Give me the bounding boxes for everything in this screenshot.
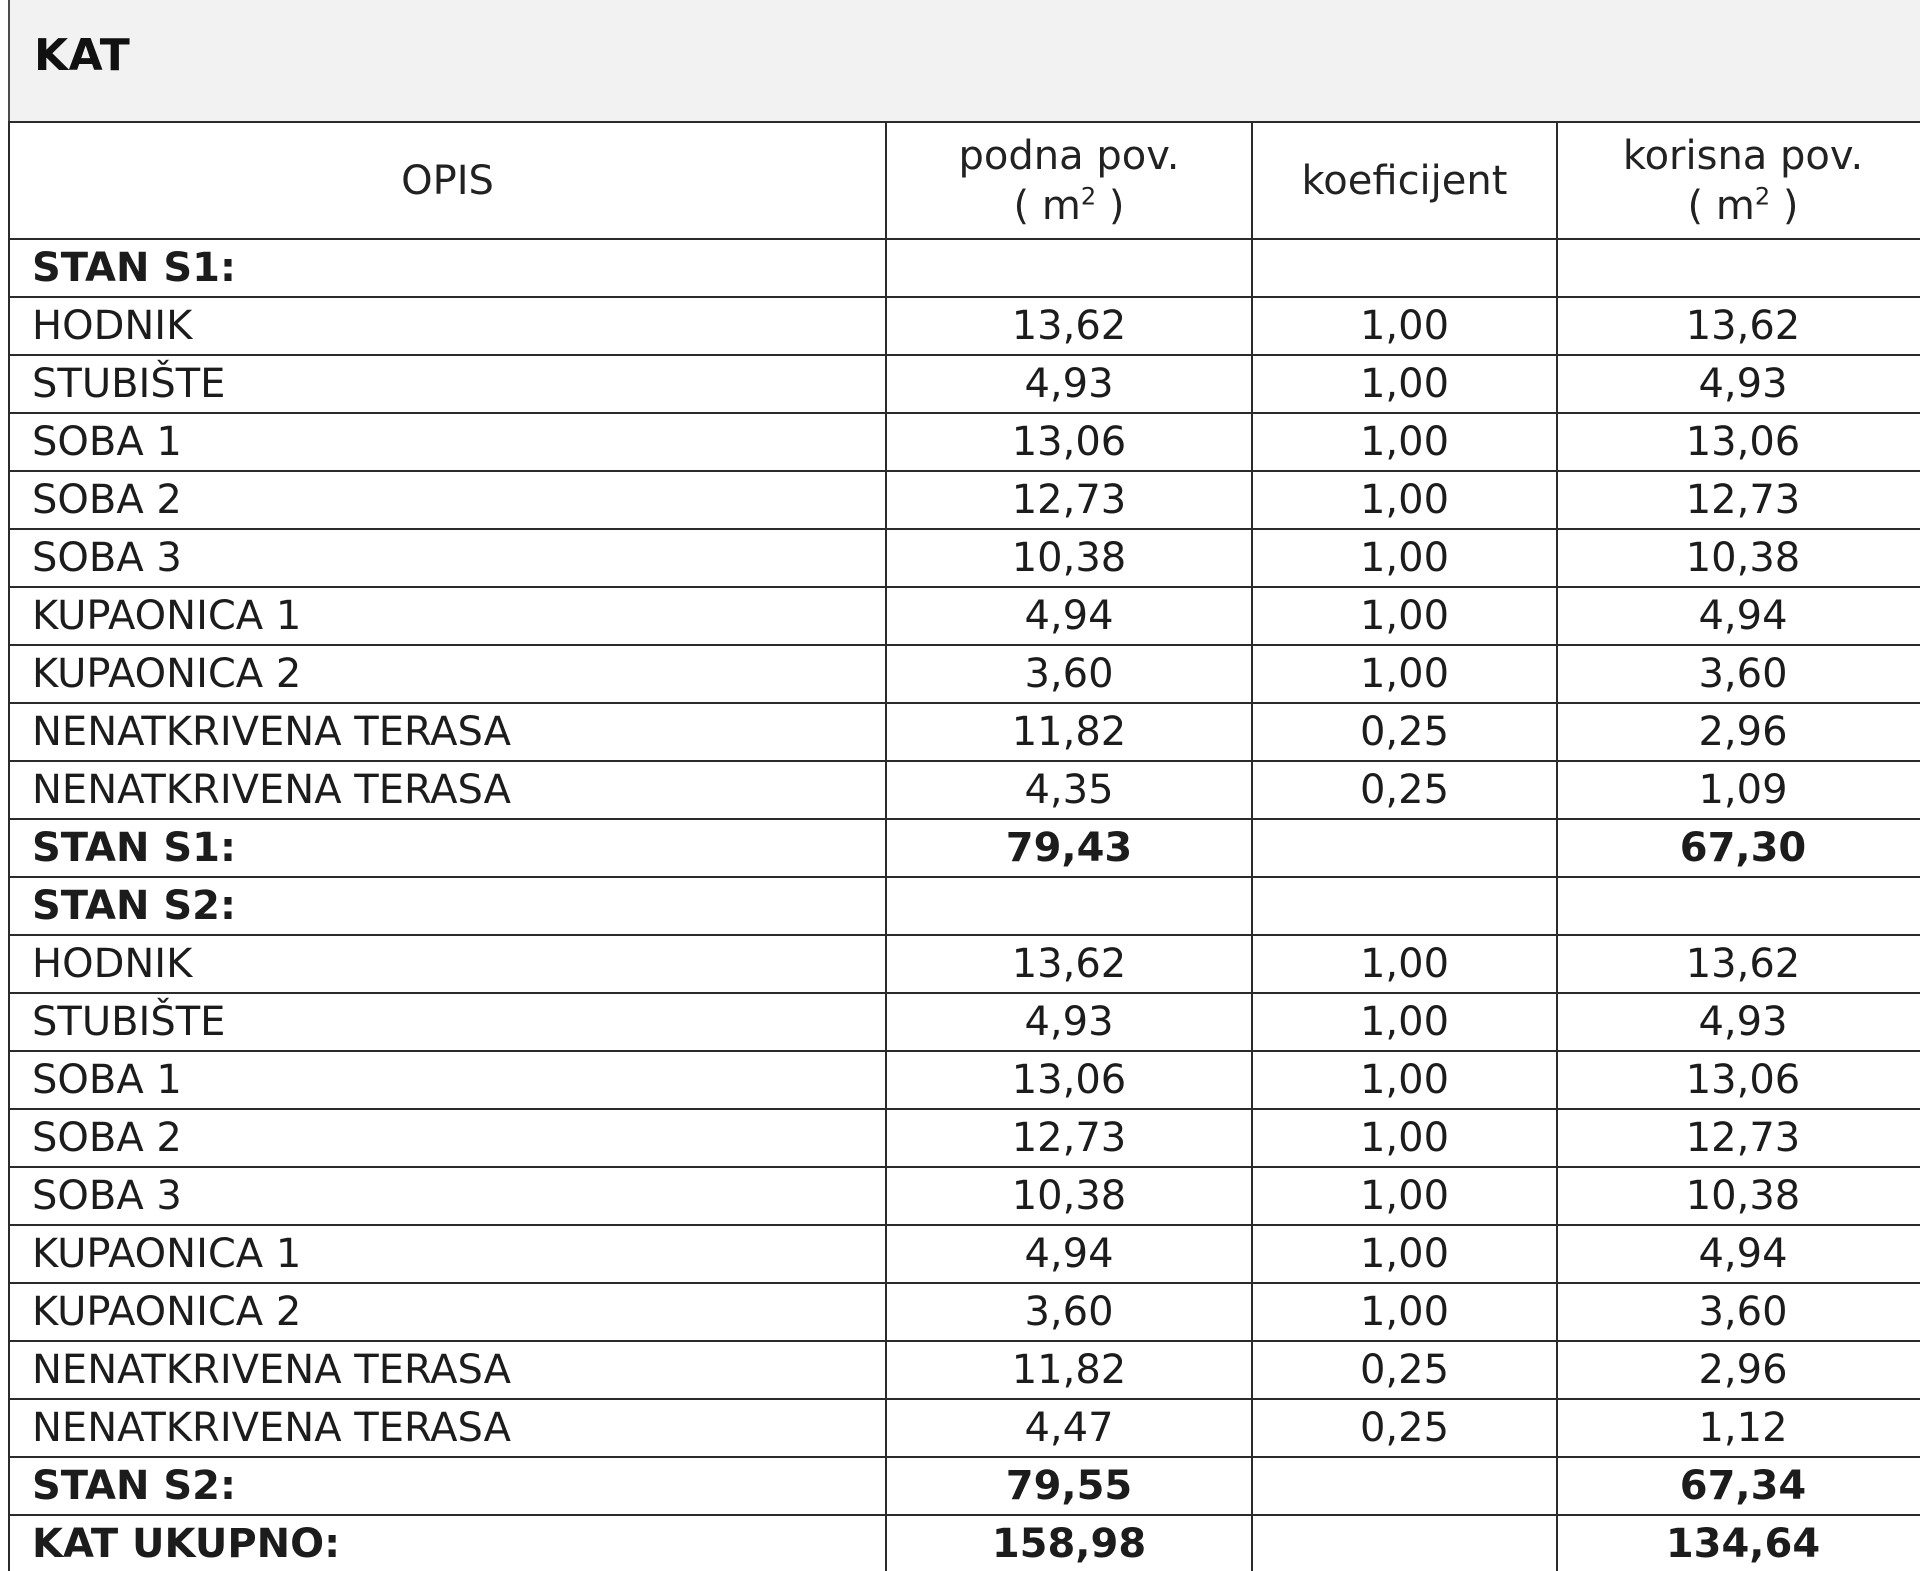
cell-opis: HODNIK xyxy=(9,935,886,993)
table-row xyxy=(9,1399,1920,1457)
floor-header xyxy=(8,0,1920,121)
table-row xyxy=(9,993,1920,1051)
header-korisna-unit-close: ) xyxy=(1770,182,1799,229)
cell-podna: 12,73 xyxy=(886,471,1252,529)
cell-podna: 4,94 xyxy=(886,587,1252,645)
cell-korisna: 134,64 xyxy=(1557,1515,1920,1571)
cell-podna: 3,60 xyxy=(886,645,1252,703)
header-korisna-unit-sup: 2 xyxy=(1754,182,1771,211)
cell-koef: 1,00 xyxy=(1252,355,1557,413)
cell-korisna: 67,30 xyxy=(1557,819,1920,877)
cell-koef: 1,00 xyxy=(1252,471,1557,529)
cell-opis: HODNIK xyxy=(9,297,886,355)
cell-koef: 1,00 xyxy=(1252,1283,1557,1341)
area-table xyxy=(8,121,1920,1571)
section-row xyxy=(9,239,1920,297)
cell-opis: KUPAONICA 2 xyxy=(9,1283,886,1341)
cell-podna: 4,93 xyxy=(886,993,1252,1051)
header-podna-label: podna pov. xyxy=(958,132,1180,179)
cell-opis: STAN S2: xyxy=(9,1457,886,1515)
header-opis xyxy=(9,122,886,239)
cell-koef: 1,00 xyxy=(1252,413,1557,471)
table-body xyxy=(9,239,1920,1571)
cell-podna: 79,43 xyxy=(886,819,1252,877)
cell-podna: 13,06 xyxy=(886,1051,1252,1109)
table-row xyxy=(9,761,1920,819)
cell-podna: 4,93 xyxy=(886,355,1252,413)
cell-korisna: 10,38 xyxy=(1557,529,1920,587)
cell-korisna: 4,93 xyxy=(1557,355,1920,413)
cell-opis: SOBA 2 xyxy=(9,471,886,529)
cell-podna: 158,98 xyxy=(886,1515,1252,1571)
cell-podna: 11,82 xyxy=(886,1341,1252,1399)
header-podna-unit-sup: 2 xyxy=(1080,182,1097,211)
cell-opis: KUPAONICA 1 xyxy=(9,1225,886,1283)
cell-podna: 13,62 xyxy=(886,935,1252,993)
table-row xyxy=(9,935,1920,993)
cell-koef xyxy=(1252,1515,1557,1571)
cell-podna: 10,38 xyxy=(886,529,1252,587)
cell-korisna: 13,62 xyxy=(1557,935,1920,993)
cell-korisna: 3,60 xyxy=(1557,645,1920,703)
cell-koef: 1,00 xyxy=(1252,1051,1557,1109)
cell-korisna: 4,93 xyxy=(1557,993,1920,1051)
cell-koef: 1,00 xyxy=(1252,297,1557,355)
header-koeficijent-label: koeficijent xyxy=(1301,157,1508,204)
header-podna-unit xyxy=(887,181,1251,231)
table-row xyxy=(9,471,1920,529)
cell-korisna: 1,09 xyxy=(1557,761,1920,819)
cell-opis: STAN S1: xyxy=(9,819,886,877)
cell-opis: KAT UKUPNO: xyxy=(9,1515,886,1571)
cell-koef: 0,25 xyxy=(1252,1399,1557,1457)
cell-koef xyxy=(1252,1457,1557,1515)
cell-opis: NENATKRIVENA TERASA xyxy=(9,703,886,761)
cell-podna xyxy=(886,239,1252,297)
table-row xyxy=(9,1283,1920,1341)
floor-title: KAT xyxy=(34,30,131,81)
header-podna-povrsina xyxy=(886,122,1252,239)
cell-podna: 4,47 xyxy=(886,1399,1252,1457)
cell-koef: 0,25 xyxy=(1252,703,1557,761)
cell-podna: 4,94 xyxy=(886,1225,1252,1283)
cell-podna: 11,82 xyxy=(886,703,1252,761)
header-podna-unit-open: ( m xyxy=(1013,182,1081,229)
cell-korisna xyxy=(1557,239,1920,297)
total-row xyxy=(9,819,1920,877)
cell-opis: NENATKRIVENA TERASA xyxy=(9,1341,886,1399)
cell-opis: NENATKRIVENA TERASA xyxy=(9,761,886,819)
cell-korisna: 10,38 xyxy=(1557,1167,1920,1225)
cell-opis: NENATKRIVENA TERASA xyxy=(9,1399,886,1457)
cell-podna: 10,38 xyxy=(886,1167,1252,1225)
table-row xyxy=(9,1225,1920,1283)
cell-opis: KUPAONICA 1 xyxy=(9,587,886,645)
cell-podna: 13,06 xyxy=(886,413,1252,471)
cell-podna: 4,35 xyxy=(886,761,1252,819)
cell-podna: 79,55 xyxy=(886,1457,1252,1515)
table-row xyxy=(9,413,1920,471)
table-row xyxy=(9,645,1920,703)
table-row xyxy=(9,587,1920,645)
cell-koef xyxy=(1252,239,1557,297)
cell-koef: 0,25 xyxy=(1252,1341,1557,1399)
header-row xyxy=(9,122,1920,239)
cell-koef: 1,00 xyxy=(1252,529,1557,587)
cell-koef: 1,00 xyxy=(1252,1167,1557,1225)
cell-korisna: 67,34 xyxy=(1557,1457,1920,1515)
cell-korisna: 2,96 xyxy=(1557,703,1920,761)
cell-koef: 1,00 xyxy=(1252,1225,1557,1283)
table-row xyxy=(9,1109,1920,1167)
cell-opis: STAN S2: xyxy=(9,877,886,935)
cell-korisna: 2,96 xyxy=(1557,1341,1920,1399)
cell-koef: 1,00 xyxy=(1252,1109,1557,1167)
cell-korisna: 3,60 xyxy=(1557,1283,1920,1341)
table-row xyxy=(9,1051,1920,1109)
cell-koef xyxy=(1252,877,1557,935)
cell-koef: 1,00 xyxy=(1252,587,1557,645)
table-row xyxy=(9,703,1920,761)
cell-korisna: 12,73 xyxy=(1557,1109,1920,1167)
cell-korisna: 13,62 xyxy=(1557,297,1920,355)
grand-row xyxy=(9,1515,1920,1571)
table-row xyxy=(9,1341,1920,1399)
cell-korisna: 12,73 xyxy=(1557,471,1920,529)
cell-opis: STAN S1: xyxy=(9,239,886,297)
table-row xyxy=(9,1167,1920,1225)
cell-opis: SOBA 3 xyxy=(9,1167,886,1225)
cell-opis: SOBA 2 xyxy=(9,1109,886,1167)
cell-opis: STUBIŠTE xyxy=(9,355,886,413)
header-podna-unit-close: ) xyxy=(1096,182,1125,229)
cell-korisna: 13,06 xyxy=(1557,413,1920,471)
cell-opis: SOBA 1 xyxy=(9,413,886,471)
header-korisna-povrsina xyxy=(1557,122,1920,239)
cell-opis: KUPAONICA 2 xyxy=(9,645,886,703)
cell-korisna xyxy=(1557,877,1920,935)
header-korisna-unit xyxy=(1558,181,1920,231)
table-row xyxy=(9,529,1920,587)
cell-koef: 1,00 xyxy=(1252,993,1557,1051)
table-row xyxy=(9,297,1920,355)
header-korisna-label: korisna pov. xyxy=(1622,132,1864,179)
total-row xyxy=(9,1457,1920,1515)
cell-korisna: 1,12 xyxy=(1557,1399,1920,1457)
header-opis-label: OPIS xyxy=(401,157,494,204)
cell-korisna: 4,94 xyxy=(1557,1225,1920,1283)
header-koeficijent xyxy=(1252,122,1557,239)
cell-podna: 3,60 xyxy=(886,1283,1252,1341)
cell-korisna: 13,06 xyxy=(1557,1051,1920,1109)
header-korisna-unit-open: ( m xyxy=(1687,182,1755,229)
cell-koef xyxy=(1252,819,1557,877)
cell-opis: SOBA 1 xyxy=(9,1051,886,1109)
cell-opis: STUBIŠTE xyxy=(9,993,886,1051)
cell-podna: 13,62 xyxy=(886,297,1252,355)
cell-koef: 1,00 xyxy=(1252,645,1557,703)
cell-opis: SOBA 3 xyxy=(9,529,886,587)
cell-korisna: 4,94 xyxy=(1557,587,1920,645)
section-row xyxy=(9,877,1920,935)
table-row xyxy=(9,355,1920,413)
cell-podna: 12,73 xyxy=(886,1109,1252,1167)
cell-koef: 1,00 xyxy=(1252,935,1557,993)
cell-podna xyxy=(886,877,1252,935)
cell-koef: 0,25 xyxy=(1252,761,1557,819)
